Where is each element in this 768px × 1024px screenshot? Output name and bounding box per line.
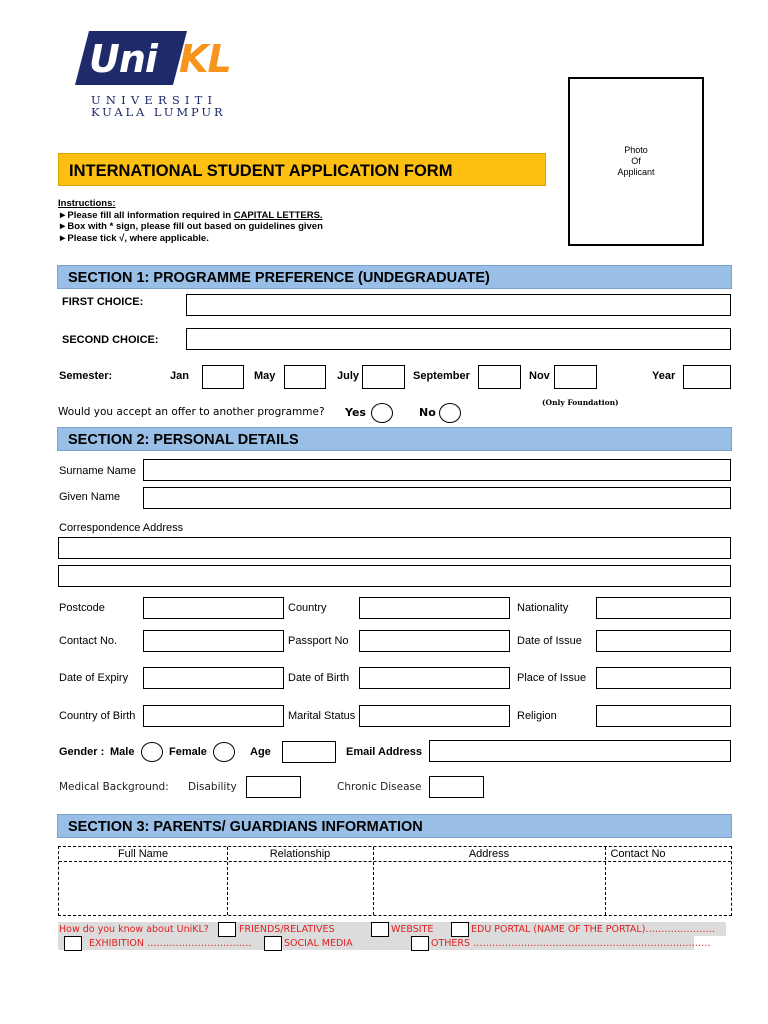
semester-nov-box[interactable] bbox=[554, 365, 597, 389]
website-checkbox[interactable] bbox=[371, 922, 389, 937]
col-relationship: Relationship bbox=[269, 848, 331, 860]
disability-input[interactable] bbox=[246, 776, 301, 798]
place-of-issue-input[interactable] bbox=[596, 667, 731, 689]
form-title: INTERNATIONAL STUDENT APPLICATION FORM bbox=[69, 162, 453, 180]
col-contact-no: Contact No bbox=[610, 848, 666, 860]
first-choice-label: FIRST CHOICE: bbox=[62, 296, 144, 308]
country-input[interactable] bbox=[359, 597, 510, 619]
gender-male-label: Male bbox=[110, 746, 135, 758]
religion-input[interactable] bbox=[596, 705, 731, 727]
year-label: Year bbox=[652, 370, 676, 382]
instruction-line-3: ►Please tick √, where applicable. bbox=[58, 232, 209, 244]
passport-no-input[interactable] bbox=[359, 630, 510, 652]
chronic-disease-input[interactable] bbox=[429, 776, 484, 798]
edu-portal-label: EDU PORTAL (NAME OF THE PORTAL)…………………. bbox=[471, 924, 715, 935]
social-media-label: SOCIAL MEDIA bbox=[284, 938, 353, 949]
first-choice-input[interactable] bbox=[186, 294, 731, 316]
instruction-line-2: ►Box with * sign, please fill out based on guidelines given bbox=[58, 221, 323, 232]
guardian-cell-address[interactable] bbox=[374, 863, 605, 915]
given-name-input[interactable] bbox=[143, 487, 731, 509]
logo-wordmark bbox=[75, 31, 250, 85]
nationality-label: Nationality bbox=[517, 602, 569, 614]
section3-title: SECTION 3: PARENTS/ GUARDIANS INFORMATION bbox=[68, 819, 423, 835]
survey-question: How do you know about UniKL? bbox=[59, 924, 209, 935]
friends-label: FRIENDS/RELATIVES bbox=[239, 924, 335, 935]
address-line2-input[interactable] bbox=[58, 565, 731, 587]
col-address: Address bbox=[468, 848, 510, 860]
instruction-line-1 bbox=[58, 210, 323, 222]
email-label: Email Address bbox=[346, 746, 423, 758]
gender-male-radio[interactable] bbox=[141, 742, 163, 762]
instructions bbox=[58, 198, 323, 244]
date-of-issue-input[interactable] bbox=[596, 630, 731, 652]
gender-female-label: Female bbox=[169, 746, 207, 758]
chronic-disease-label: Chronic Disease bbox=[337, 781, 422, 793]
place-of-issue-label: Place of Issue bbox=[517, 672, 587, 684]
section1-header bbox=[57, 265, 732, 289]
country-of-birth-input[interactable] bbox=[143, 705, 284, 727]
offer-question: Would you accept an offer to another programme? bbox=[58, 406, 325, 418]
disability-label: Disability bbox=[188, 781, 237, 793]
nationality-input[interactable] bbox=[596, 597, 731, 619]
marital-status-label: Marital Status bbox=[288, 710, 356, 722]
semester-july-box[interactable] bbox=[362, 365, 405, 389]
offer-no-label: No bbox=[419, 406, 436, 419]
country-label: Country bbox=[288, 602, 327, 614]
semester-may-label: May bbox=[254, 370, 276, 382]
section2-title: SECTION 2: PERSONAL DETAILS bbox=[68, 432, 299, 448]
medical-background-label: Medical Background: bbox=[59, 781, 169, 793]
offer-no-radio[interactable] bbox=[439, 403, 461, 423]
section3-header bbox=[57, 814, 732, 838]
photo-label-line3: Applicant bbox=[617, 167, 655, 177]
logo-kl-text: KL bbox=[179, 37, 231, 81]
offer-yes-radio[interactable] bbox=[371, 403, 393, 423]
gender-female-radio[interactable] bbox=[213, 742, 235, 762]
instructions-heading: Instructions: bbox=[58, 198, 116, 209]
edu-portal-checkbox[interactable] bbox=[451, 922, 469, 937]
form-title-bar bbox=[58, 153, 546, 186]
others-checkbox[interactable] bbox=[411, 936, 429, 951]
others-label: OTHERS ………………………………………………………………… bbox=[431, 938, 711, 949]
religion-label: Religion bbox=[517, 710, 557, 722]
logo-line-kuala-lumpur: KUALA LUMPUR bbox=[91, 105, 226, 119]
passport-no-label: Passport No bbox=[288, 635, 349, 647]
guardian-cell-full-name[interactable] bbox=[59, 863, 227, 915]
guardian-cell-relationship[interactable] bbox=[228, 863, 373, 915]
semester-nov-label: Nov bbox=[529, 370, 550, 382]
website-label: WEBSITE bbox=[391, 924, 434, 935]
age-label: Age bbox=[250, 746, 271, 758]
address-label: Correspondence Address bbox=[59, 522, 184, 534]
surname-label: Surname Name bbox=[59, 465, 137, 477]
contact-no-input[interactable] bbox=[143, 630, 284, 652]
second-choice-input[interactable] bbox=[186, 328, 731, 350]
offer-yes-label: Yes bbox=[345, 406, 366, 419]
unikl-logo bbox=[75, 31, 250, 121]
semester-jan-box[interactable] bbox=[202, 365, 244, 389]
postcode-label: Postcode bbox=[59, 602, 105, 614]
section2-header bbox=[57, 427, 732, 451]
country-of-birth-label: Country of Birth bbox=[59, 710, 136, 722]
email-input[interactable] bbox=[429, 740, 731, 762]
only-foundation-note: (Only Foundation) bbox=[542, 398, 619, 407]
address-line1-input[interactable] bbox=[58, 537, 731, 559]
semester-july-label: July bbox=[337, 370, 360, 382]
semester-jan-label: Jan bbox=[170, 370, 189, 382]
logo-uni-text: Uni bbox=[89, 37, 157, 81]
friends-checkbox[interactable] bbox=[218, 922, 236, 937]
given-name-label: Given Name bbox=[59, 491, 121, 503]
semester-september-label: September bbox=[413, 370, 470, 382]
instruction-1-text: ►Please fill all information required in bbox=[58, 209, 234, 221]
date-of-expiry-label: Date of Expiry bbox=[59, 672, 129, 684]
social-media-checkbox[interactable] bbox=[264, 936, 282, 951]
section1-title: SECTION 1: PROGRAMME PREFERENCE (UNDEGRADUATE) bbox=[68, 270, 490, 286]
photo-box[interactable] bbox=[568, 77, 704, 246]
postcode-input[interactable] bbox=[143, 597, 284, 619]
semester-september-box[interactable] bbox=[478, 365, 521, 389]
surname-input[interactable] bbox=[143, 459, 731, 481]
semester-label: Semester: bbox=[59, 370, 113, 382]
photo-label-line1: Photo bbox=[624, 145, 648, 155]
photo-label-line2: Of bbox=[631, 156, 641, 166]
date-of-issue-label: Date of Issue bbox=[517, 635, 582, 647]
guardian-cell-contact-no[interactable] bbox=[606, 863, 731, 915]
date-of-birth-input[interactable] bbox=[359, 667, 510, 689]
exhibition-checkbox[interactable] bbox=[64, 936, 82, 951]
age-input[interactable] bbox=[282, 741, 336, 763]
date-of-birth-label: Date of Birth bbox=[288, 672, 350, 684]
exhibition-label: EXHIBITION …………………………… bbox=[89, 938, 252, 949]
col-full-name: Full Name bbox=[117, 848, 169, 860]
contact-no-label: Contact No. bbox=[59, 635, 118, 647]
guardians-table bbox=[58, 846, 732, 916]
date-of-expiry-input[interactable] bbox=[143, 667, 284, 689]
marital-status-input[interactable] bbox=[359, 705, 510, 727]
logo-line-universiti: UNIVERSITI bbox=[91, 93, 218, 107]
instruction-1-emphasis: CAPITAL LETTERS. bbox=[233, 209, 323, 221]
semester-may-box[interactable] bbox=[284, 365, 326, 389]
gender-label: Gender : bbox=[59, 746, 105, 758]
year-box[interactable] bbox=[683, 365, 731, 389]
second-choice-label: SECOND CHOICE: bbox=[62, 334, 159, 346]
